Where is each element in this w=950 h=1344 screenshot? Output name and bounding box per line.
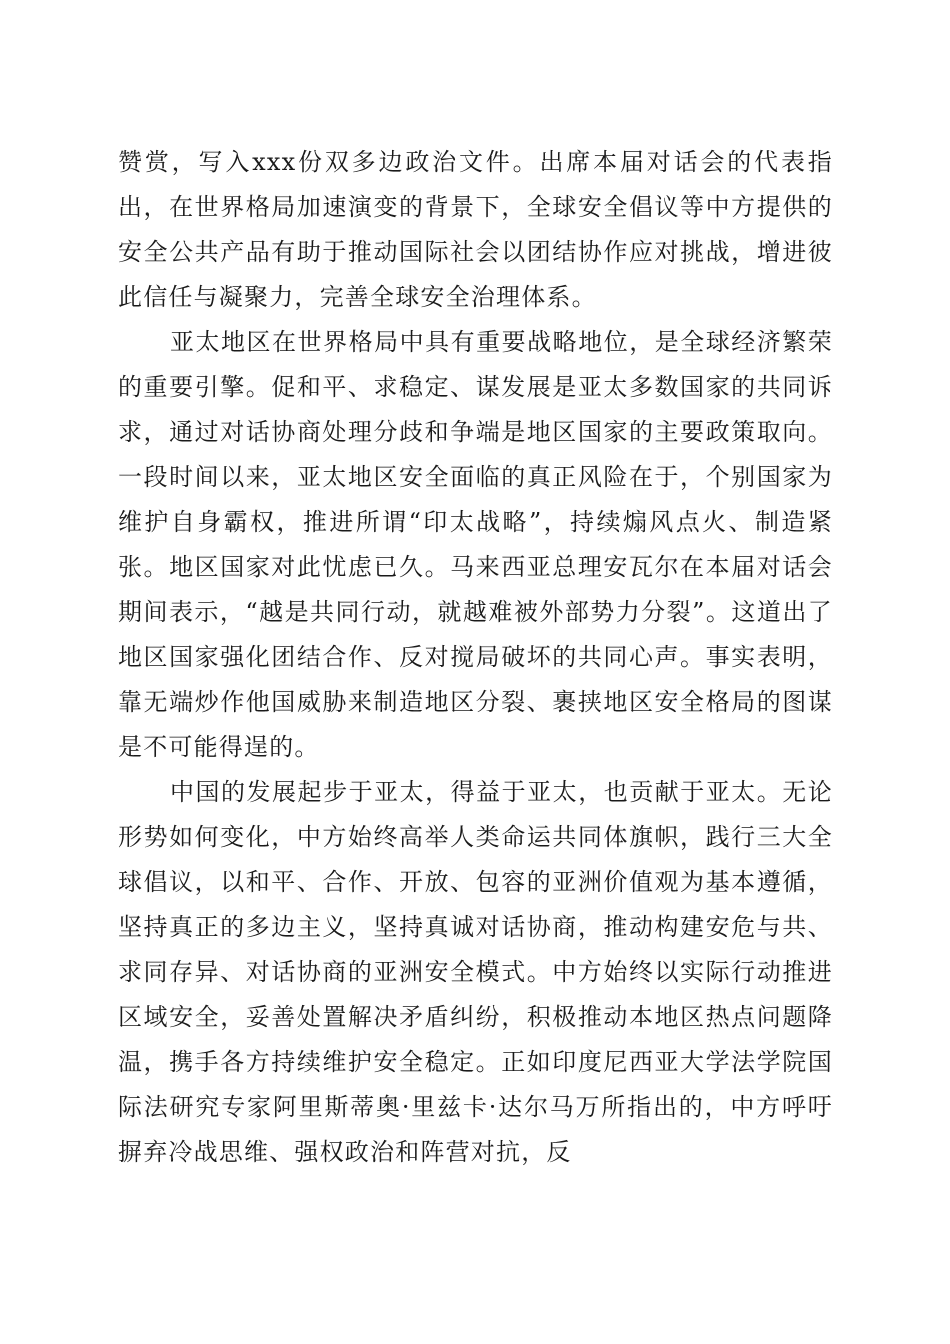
document-body [118, 140, 833, 1175]
paragraph-china-development: 中国的发展起步于亚太，得益于亚太，也贡献于亚太。无论形势如何变化，中方始终高举人类命运共同体旗帜，践行三大全球倡议，以和平、合作、开放、包容的亚洲价值观为基本遵循，坚持真正的多边主义，坚持真诚对话协商，推动构建安危与共、求同存异、对话协商的亚洲安全模式。中方始终以实际行动推进区域安全，妥善处置解决矛盾纠纷，积极推动本地区热点问题降温，携手各方持续维护安全稳定。正如印度尼西亚大学法学院国际法研究专家阿里斯蒂奥·里兹卡·达尔马万所指出的，中方呼吁摒弃冷战思维、强权政治和阵营对抗，反 [118, 778, 833, 1166]
paragraph-asia-pacific: 亚太地区在世界格局中具有重要战略地位，是全球经济繁荣的重要引擎。促和平、求稳定、谋发展是亚太多数国家的共同诉求，通过对话协商处理分歧和争端是地区国家的主要政策取向。一段时间以来，亚太地区安全面临的真正风险在于，个别国家为维护自身霸权，推进所谓“印太战略”，持续煽风点火、制造紧张。地区国家对此忧虑已久。马来西亚总理安瓦尔在本届对话会期间表示，“越是共同行动，就越难被外部势力分裂”。这道出了地区国家强化团结合作、反对搅局破坏的共同心声。事实表明，靠无端炒作他国威胁来制造地区分裂、裹挟地区安全格局的图谋是不可能得逞的。 [118, 328, 833, 761]
paragraph-continuation: 赞赏，写入xxx份双多边政治文件。出席本届对话会的代表指出，在世界格局加速演变的背景下，全球安全倡议等中方提供的安全公共产品有助于推动国际社会以团结协作应对挑战，增进彼此信任与凝聚力，完善全球安全治理体系。 [118, 148, 833, 311]
